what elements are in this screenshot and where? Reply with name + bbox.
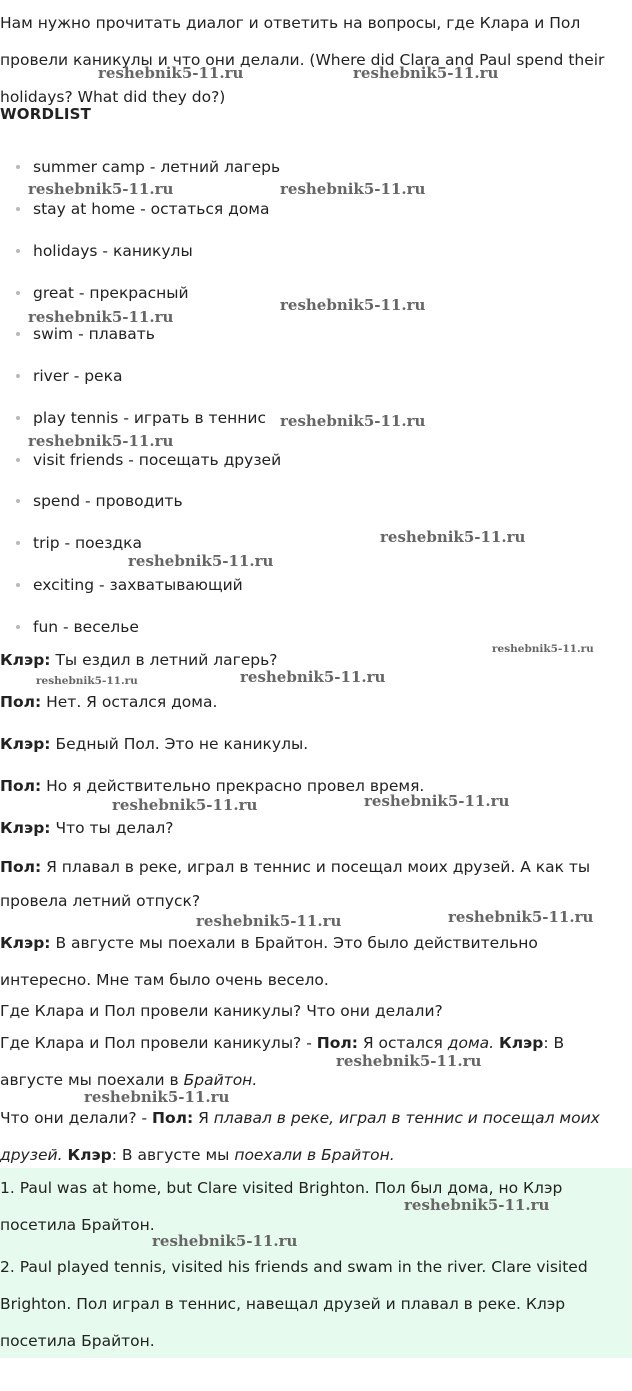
wordlist-item: play tennis - играть в теннис	[33, 409, 266, 427]
q2-paul-answer: плавал в реке, играл в теннис и посещал моих друзей.	[0, 1109, 600, 1164]
wordlist-item: visit friends - посещать друзей	[33, 451, 282, 469]
watermark: reshebnik5-11.ru	[492, 643, 594, 655]
dialogue-line	[0, 818, 632, 838]
q1-paul-text: Я остался	[357, 1034, 448, 1052]
speaker-label: Пол:	[316, 1034, 358, 1052]
wordlist-item: swim - плавать	[33, 325, 155, 343]
watermark: reshebnik5-11.ru	[98, 64, 244, 82]
watermark: reshebnik5-11.ru	[353, 64, 499, 82]
wordlist-item: spend - проводить	[33, 492, 183, 510]
speaker-label: Клэр:	[0, 934, 51, 952]
speaker-label: Клэр:	[0, 735, 51, 753]
speaker-label: Пол:	[0, 777, 42, 795]
q1-paul-answer: дома.	[447, 1034, 495, 1052]
dialogue-line	[0, 692, 632, 712]
wordlist-item: summer camp - летний лагерь	[33, 158, 281, 176]
dialogue-line	[0, 734, 632, 754]
wordlist-heading: WORDLIST	[0, 105, 92, 123]
q1-clare-answer: Брайтон.	[183, 1071, 258, 1089]
dialogue-text: В августе мы поехали в Брайтон. Это было действительно интересно. Мне там было очень весело.	[0, 934, 538, 989]
speaker-label: Пол:	[152, 1109, 194, 1127]
wordlist-item: exciting - захватывающий	[33, 576, 243, 594]
watermark: reshebnik5-11.ru	[84, 1088, 230, 1106]
watermark: reshebnik5-11.ru	[196, 912, 342, 930]
speaker-label: Пол:	[0, 693, 42, 711]
dialogue-text: Ты ездил в летний лагерь?	[50, 651, 278, 669]
watermark: reshebnik5-11.ru	[448, 908, 594, 926]
q2-clare-text: : В августе мы	[111, 1146, 235, 1164]
dialogue-text: Я плавал в реке, играл в теннис и посещал моих друзей. А как ты провела летний отпуск?	[0, 858, 591, 910]
q2-paul-text: Я	[193, 1109, 214, 1127]
dialogue-line	[0, 925, 632, 999]
watermark: reshebnik5-11.ru	[28, 308, 174, 326]
watermark: reshebnik5-11.ru	[36, 675, 138, 687]
speaker-label: Клэр	[499, 1034, 544, 1052]
q1-prefix: Где Клара и Пол провели каникулы? -	[0, 1034, 317, 1052]
watermark: reshebnik5-11.ru	[240, 668, 386, 686]
q2-clare-answer: поехали в Брайтон.	[234, 1146, 395, 1164]
answer-2: 2. Paul played tennis, visited his friends and swam in the river. Clare visited Brighton. Пол играл в теннис, навещал друзей и плавал в реке. Клэр посетила Брайтон.	[0, 1258, 588, 1350]
answer-q2	[0, 1100, 632, 1174]
watermark: reshebnik5-11.ru	[28, 432, 174, 450]
dialogue-text: Нет. Я остался дома.	[41, 693, 218, 711]
speaker-label: Пол:	[0, 858, 42, 876]
watermark: reshebnik5-11.ru	[128, 552, 274, 570]
watermark: reshebnik5-11.ru	[152, 1232, 298, 1250]
watermark: reshebnik5-11.ru	[280, 412, 426, 430]
watermark: reshebnik5-11.ru	[112, 796, 258, 814]
watermark: reshebnik5-11.ru	[380, 528, 526, 546]
speaker-label: Клэр	[67, 1146, 112, 1164]
intro-paragraph: Нам нужно прочитать диалог и ответить на вопросы, где Клара и Пол провели каникулы и что они делали. (Where did Clara and Paul spend their holidays? What did they do?)	[0, 14, 605, 106]
watermark: reshebnik5-11.ru	[280, 296, 426, 314]
dialogue-line	[0, 776, 632, 796]
q2-prefix: Что они делали? -	[0, 1109, 152, 1127]
dialogue-text: Что ты делал?	[50, 819, 174, 837]
dialogue-text: Но я действительно прекрасно провел время.	[41, 777, 425, 795]
watermark: reshebnik5-11.ru	[280, 180, 426, 198]
watermark: reshebnik5-11.ru	[364, 792, 510, 810]
wordlist-item: great - прекрасный	[33, 284, 189, 302]
watermark: reshebnik5-11.ru	[28, 180, 174, 198]
wordlist-item: trip - поездка	[33, 534, 143, 552]
answer-1: 1. Paul was at home, but Clare visited Brighton. Пол был дома, но Клэр посетила Брайтон.	[0, 1179, 563, 1234]
wordlist-item: river - река	[33, 367, 123, 385]
questions-line: Где Клара и Пол провели каникулы? Что они делали?	[0, 1002, 443, 1020]
q1-clare-text: : В августе мы поехали в	[0, 1034, 565, 1089]
watermark: reshebnik5-11.ru	[336, 1052, 482, 1070]
speaker-label: Клэр:	[0, 651, 51, 669]
wordlist-item: holidays - каникулы	[33, 242, 193, 260]
dialogue-text: Бедный Пол. Это не каникулы.	[50, 735, 309, 753]
wordlist-item: fun - веселье	[33, 618, 139, 636]
watermark: reshebnik5-11.ru	[404, 1196, 550, 1214]
wordlist-item: stay at home - остаться дома	[33, 200, 270, 218]
speaker-label: Клэр:	[0, 819, 51, 837]
